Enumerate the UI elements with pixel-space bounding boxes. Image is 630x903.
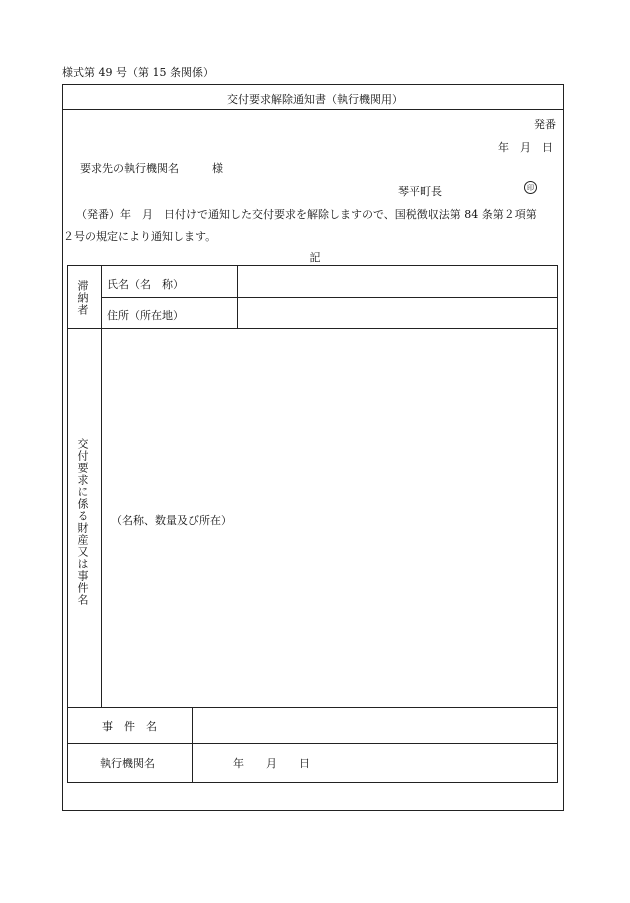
date-label: 年 月 日 (498, 141, 553, 154)
property-label: 交付要求に係る財産又は事件名 (76, 438, 89, 606)
property-row-top (67, 328, 558, 329)
body-text-line-2: ２号の規定により通知します。 (63, 230, 217, 243)
form-frame (62, 84, 564, 811)
addressee: 要求先の執行機関名 様 (80, 162, 223, 175)
case-value-divider (192, 707, 193, 783)
case-name-label: 事 件 名 (102, 720, 157, 733)
table-right (557, 265, 558, 783)
table-bottom (67, 782, 558, 783)
ki-heading: 記 (309, 251, 321, 264)
form-number: 様式第 49 号（第 15 条関係） (62, 66, 214, 79)
table-left (67, 265, 68, 783)
name-label: 氏名（名 称） (107, 278, 184, 291)
address-label: 住所（所在地） (107, 309, 184, 322)
taxpayer-row-divider (101, 297, 558, 298)
form-title: 交付要求解除通知書（執行機関用） (227, 93, 403, 106)
seal-mark: 印 (524, 181, 537, 194)
case-row-top (67, 707, 558, 708)
label-column-divider (101, 265, 102, 707)
agency-row-top (67, 743, 558, 744)
property-hint: （名称、数量及び所在） (111, 514, 232, 527)
taxpayer-value-divider (237, 265, 238, 329)
body-text-line-1: （発番）年 月 日付けで通知した交付要求を解除しますので、国税徴収法第 84 条第２項第 (76, 208, 537, 221)
table-top (67, 265, 558, 266)
taxpayer-label: 滞納者 (76, 280, 89, 316)
agency-date: 年 月 日 (233, 757, 310, 770)
title-divider (62, 109, 564, 110)
agency-label: 執行機関名 (100, 757, 155, 770)
issue-number-label: 発番 (534, 118, 556, 131)
sender: 琴平町長 (398, 185, 442, 198)
